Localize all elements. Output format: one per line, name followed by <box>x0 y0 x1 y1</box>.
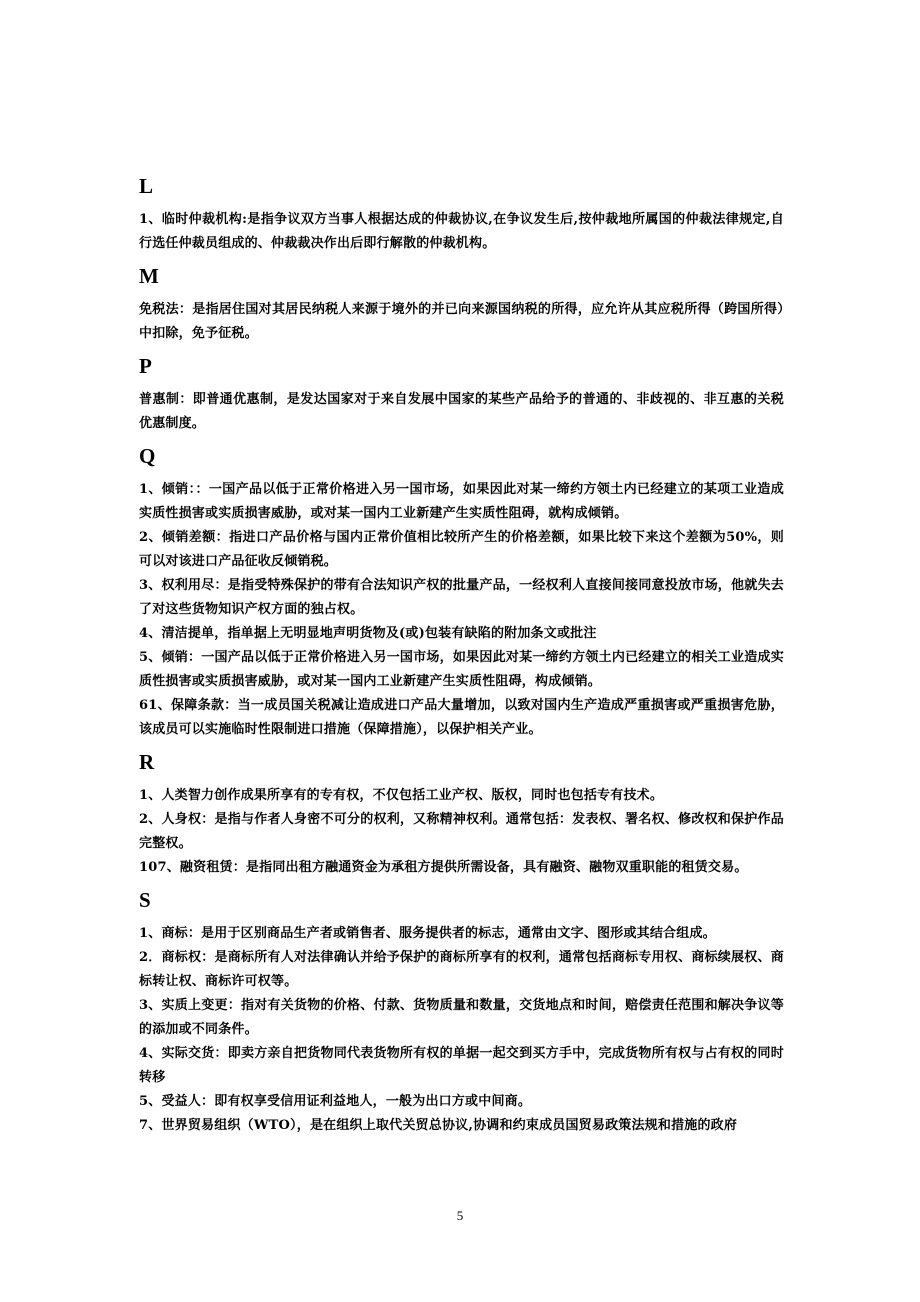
section-heading: S <box>139 888 151 912</box>
definition-entry: 5、受益人：即有权享受信用证利益地人，一般为出口方或中间商。 <box>139 1094 532 1109</box>
section-l <box>139 174 784 256</box>
section-heading: R <box>139 750 155 774</box>
section-heading: P <box>139 354 152 378</box>
definition-entry: 5、倾销：一国产品以低于正常价格进入另一国市场，如果因此对某一缔约方领土内已经建立的相关工业造成实质性损害或实质损害威胁，或对某一国内工业新建产生实质性阻碍，构成倾销。 <box>139 650 784 689</box>
section-p <box>139 354 784 436</box>
definition-entry: 4、实际交货：即卖方亲自把货物同代表货物所有权的单据一起交到买方手中，完成货物所有权与占有权的同时转移 <box>139 1046 784 1085</box>
definition-entry: 1、商标：是用于区别商品生产者或销售者、服务提供者的标志，通常由文字、图形或其结合组成。 <box>139 926 716 941</box>
document-body <box>139 168 784 1146</box>
definition-entry: 2．商标权：是商标所有人对法律确认并给予保护的商标所享有的权利，通常包括商标专用权、商标续展权、商标转让权、商标许可权等。 <box>139 950 784 989</box>
definition-entry: 3、权利用尽：是指受特殊保护的带有合法知识产权的批量产品，一经权利人直接间接同意投放市场，他就失去了对这些货物知识产权方面的独占权。 <box>139 578 784 617</box>
definition-entry: 1、临时仲裁机构:是指争议双方当事人根据达成的仲裁协议,在争议发生后,按仲裁地所属国的仲裁法律规定,自行选任仲裁员组成的、仲裁裁决作出后即行解散的仲裁机构。 <box>139 212 784 251</box>
definition-entry: 2、人身权：是指与作者人身密不可分的权利，又称精神权利。通常包括：发表权、署名权、修改权和保护作品完整权。 <box>139 812 784 851</box>
definition-entry: 普惠制：即普通优惠制，是发达国家对于来自发展中国家的某些产品给予的普通的、非歧视的、非互惠的关税优惠制度。 <box>139 392 784 431</box>
definition-entry: 107、融资租赁：是指同出租方融通资金为承租方提供所需设备，具有融资、融物双重职能的租赁交易。 <box>139 860 748 875</box>
section-r <box>139 750 784 880</box>
definition-entry: 61、保障条款：当一成员国关税减让造成进口产品大量增加，以致对国内生产造成严重损害或严重损害危胁，该成员可以实施临时性限制进口措施（保障措施），以保护相关产业。 <box>139 698 784 737</box>
section-q <box>139 444 784 742</box>
definition-entry: 2、倾销差额：指进口产品价格与国内正常价值相比较所产生的价格差额，如果比较下来这个差额为50%，则可以对该进口产品征收反倾销税。 <box>139 530 784 569</box>
section-m <box>139 264 784 346</box>
page-number: 5 <box>456 1208 464 1223</box>
section-heading: Q <box>139 444 156 468</box>
definition-entry: 1、倾销：：一国产品以低于正常价格进入另一国市场，如果因此对某一缔约方领土内已经建立的某项工业造成实质性损害或实质损害威胁，或对某一国内工业新建产生实质性阻碍，就构成倾销。 <box>139 482 784 521</box>
section-s <box>139 888 784 1138</box>
definition-entry: 免税法：是指居住国对其居民纳税人来源于境外的并已向来源国纳税的所得，应允许从其应税所得（跨国所得）中扣除，免予征税。 <box>139 302 784 341</box>
definition-entry: 1、人类智力创作成果所享有的专有权，不仅包括工业产权、版权，同时也包括专有技术。 <box>139 788 664 803</box>
definition-entry: 7、世界贸易组织（WTO），是在组织上取代关贸总协议,协调和约束成员国贸易政策法规和措施的政府 <box>139 1118 738 1133</box>
definition-entry: 4、清洁提单，指单据上无明显地声明货物及(或)包装有缺陷的附加条文或批注 <box>139 626 597 641</box>
definition-entry: 3、实质上变更：指对有关货物的价格、付款、货物质量和数量，交货地点和时间，赔偿责任范围和解决争议等的添加或不同条件。 <box>139 998 784 1037</box>
section-heading: L <box>139 174 154 198</box>
section-heading: M <box>139 264 159 288</box>
